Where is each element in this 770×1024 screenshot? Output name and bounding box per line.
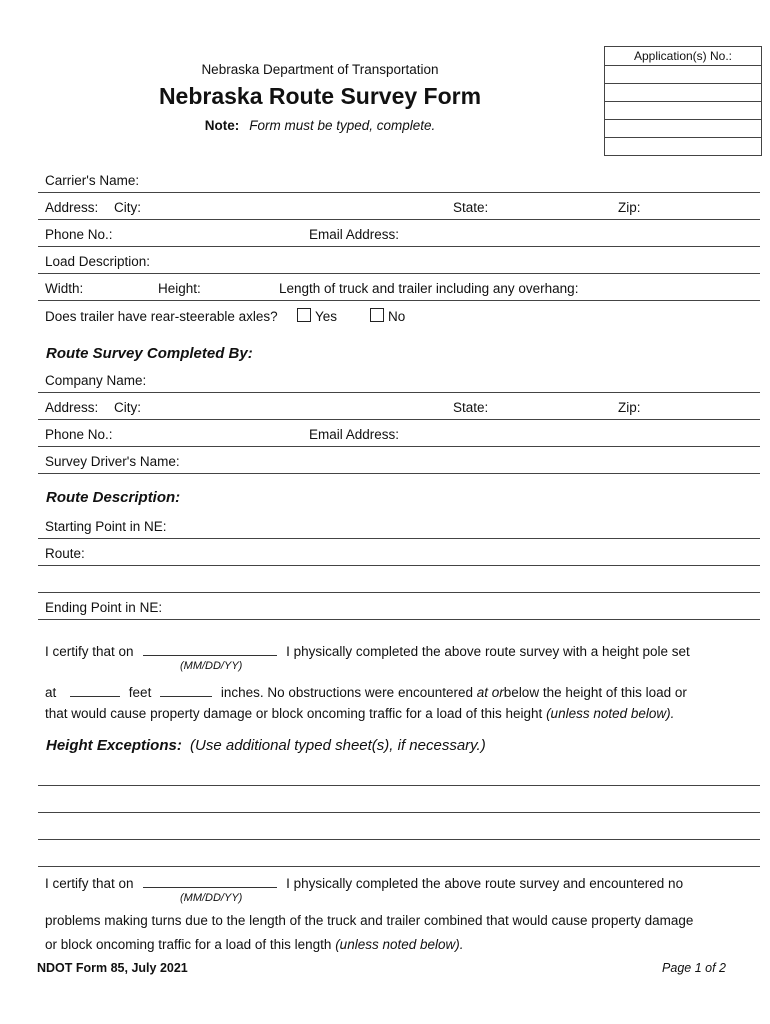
yes-label: Yes — [315, 309, 338, 324]
application-number-box — [604, 46, 762, 156]
page-number: Page 1 of 2 — [662, 961, 726, 975]
exceptions-field[interactable] — [38, 786, 760, 812]
survey-phone-label: Phone No.: — [45, 427, 113, 442]
company-name-field[interactable] — [38, 366, 760, 392]
certify-suffix: I physically completed the above route survey with a height pole set — [286, 644, 690, 659]
carrier-address-field[interactable] — [38, 193, 760, 219]
survey-by-heading: Route Survey Completed By: — [46, 345, 253, 362]
certify2-line-3 — [45, 937, 464, 952]
carrier-state-label: State: — [453, 200, 489, 215]
length-label: Length of truck and trailer including any overhang: — [279, 281, 579, 296]
application-number-field[interactable] — [605, 84, 761, 102]
application-number-field[interactable] — [605, 66, 761, 84]
application-number-field[interactable] — [605, 102, 761, 120]
route-label: Route: — [45, 546, 85, 561]
dimensions-field[interactable] — [38, 274, 760, 300]
survey-state-label: State: — [453, 400, 489, 415]
height-feet-field[interactable] — [70, 682, 120, 697]
application-number-field[interactable] — [605, 120, 761, 138]
no-checkbox[interactable] — [370, 308, 384, 322]
form-id: NDOT Form 85, July 2021 — [37, 961, 188, 975]
below-text: below the height of this load or — [503, 685, 687, 700]
starting-point-label: Starting Point in NE: — [45, 519, 167, 534]
survey-address-field[interactable] — [38, 393, 760, 419]
department-name: Nebraska Department of Transportation — [201, 62, 439, 77]
carrier-name-label: Carrier's Name: — [45, 173, 140, 188]
certify2-line-2: problems making turns due to the length of the truck and trailer combined that would cause property damage — [45, 913, 694, 928]
exceptions-heading: Height Exceptions: — [46, 737, 182, 754]
form-title: Nebraska Route Survey Form — [158, 83, 482, 109]
divider — [38, 619, 760, 620]
height-inches-field[interactable] — [160, 682, 212, 697]
carrier-address-label: Address: — [45, 200, 99, 215]
inches-text: inches. No obstructions were encountered — [220, 685, 474, 700]
exceptions-field[interactable] — [38, 759, 760, 785]
survey-date-field[interactable] — [143, 641, 277, 656]
turns-survey-date-field[interactable] — [143, 873, 277, 888]
load-description-field[interactable] — [38, 247, 760, 273]
application-number-label: Application(s) No.: — [605, 47, 761, 66]
load-description-label: Load Description: — [45, 254, 151, 269]
survey-phone-field[interactable] — [38, 420, 760, 446]
route-field[interactable] — [38, 539, 760, 565]
carrier-email-label: Email Address: — [309, 227, 400, 242]
survey-zip-label: Zip: — [618, 400, 641, 415]
survey-driver-label: Survey Driver's Name: — [45, 454, 180, 469]
height-label: Height: — [158, 281, 201, 296]
date-format-hint: (MM/DD/YY) — [180, 892, 243, 904]
axles-question: Does trailer have rear-steerable axles? — [45, 309, 278, 324]
survey-city-label: City: — [114, 400, 141, 415]
ending-point-label: Ending Point in NE: — [45, 600, 163, 615]
certify-prefix: I certify that on — [45, 644, 134, 659]
exceptions-heading-row — [46, 737, 486, 754]
note-text: Form must be typed, complete. — [249, 118, 436, 133]
certify2-prefix: I certify that on — [45, 876, 134, 891]
carrier-city-label: City: — [114, 200, 141, 215]
company-name-label: Company Name: — [45, 373, 147, 388]
application-number-field[interactable] — [605, 138, 761, 155]
yes-checkbox[interactable] — [297, 308, 311, 322]
carrier-phone-label: Phone No.: — [45, 227, 113, 242]
certify2-line-3-text: or block oncoming traffic for a load of this length — [45, 937, 332, 952]
survey-driver-field[interactable] — [38, 447, 760, 473]
starting-point-field[interactable] — [38, 512, 760, 538]
carrier-phone-field[interactable] — [38, 220, 760, 246]
exceptions-field[interactable] — [38, 840, 760, 866]
route-heading: Route Description: — [46, 489, 181, 506]
certify-line-2 — [45, 682, 687, 700]
axles-row — [38, 302, 760, 328]
unless-noted-text: (unless noted below). — [546, 706, 675, 721]
certify2-line-1 — [45, 873, 683, 891]
width-label: Width: — [45, 281, 84, 296]
note-label: Note: — [204, 118, 240, 133]
certify-line-3 — [45, 706, 674, 721]
date-format-hint: (MM/DD/YY) — [180, 660, 243, 672]
divider — [38, 473, 760, 474]
route-continuation-field[interactable] — [38, 566, 760, 592]
axles-yes-option[interactable] — [297, 308, 337, 324]
certify-line-1 — [45, 641, 690, 659]
exceptions-field[interactable] — [38, 813, 760, 839]
unless-noted-text: (unless noted below). — [335, 937, 464, 952]
carrier-zip-label: Zip: — [618, 200, 641, 215]
survey-address-label: Address: — [45, 400, 99, 415]
at-label: at — [45, 685, 57, 700]
divider — [38, 300, 760, 301]
no-label: No — [388, 309, 406, 324]
certify2-suffix: I physically completed the above route survey and encountered no — [286, 876, 684, 891]
ending-point-field[interactable] — [38, 593, 760, 619]
feet-label: feet — [128, 685, 152, 700]
exceptions-note: (Use additional typed sheet(s), if necessary.) — [190, 737, 486, 754]
survey-email-label: Email Address: — [309, 427, 400, 442]
certify-line-3-text: that would cause property damage or block oncoming traffic for a load of this height — [45, 706, 543, 721]
divider — [38, 866, 760, 867]
axles-no-option[interactable] — [370, 308, 405, 324]
form-note — [0, 118, 640, 133]
at-or-text: at or — [476, 685, 504, 700]
carrier-name-field[interactable] — [38, 166, 760, 192]
